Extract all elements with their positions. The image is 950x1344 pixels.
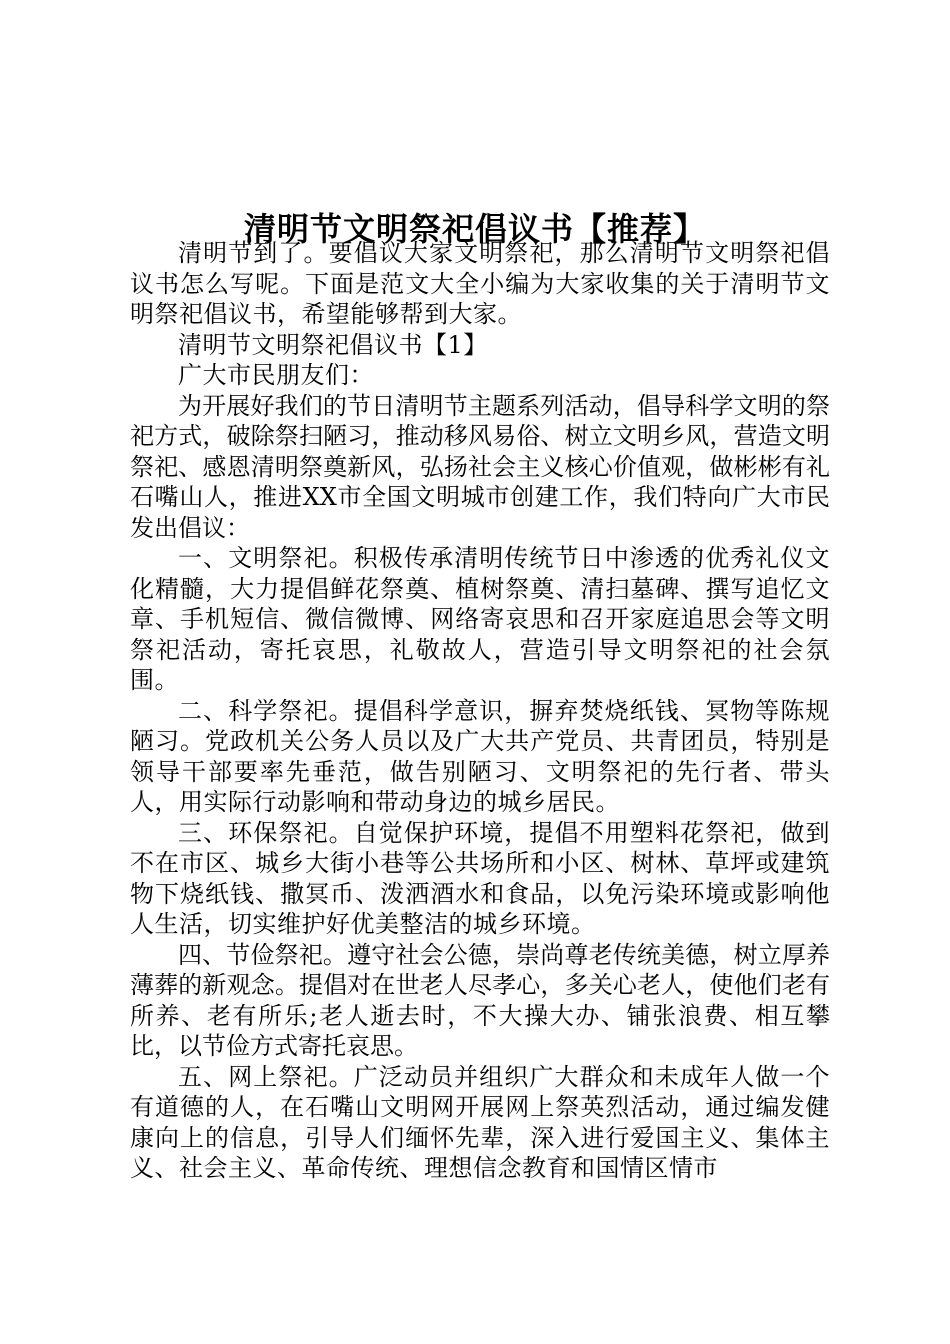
section-heading: 清明节文明祭祀倡议书【1】 <box>178 330 488 359</box>
item-scientific-sacrifice: 二、科学祭祀。提倡科学意识，摒弃焚烧纸钱、冥物等陈规陋习。党政机关公务人员以及广大共产党员、共青团员，特别是领导干部要率先垂范，做告别陋习、文明祭祀的先行者、带头人，用实际行动影响和带动身边的城乡居民。 <box>130 696 830 816</box>
item-eco-sacrifice: 三、环保祭祀。自觉保护环境，提倡不用塑料花祭祀，做到不在市区、城乡大街小巷等公共场所和小区、树林、草坪或建筑物下烧纸钱、撒冥币、泼洒酒水和食品，以免污染环境或影响他人生活，切实维护好优美整洁的城乡环境。 <box>130 818 830 938</box>
item-frugal-sacrifice: 四、节俭祭祀。遵守社会公德，崇尚尊老传统美德，树立厚养薄葬的新观念。提倡对在世老人尽孝心，多关心老人，使他们老有所养、老有所乐;老人逝去时，不大操大办、铺张浪费、相互攀比，以节俭方式寄托哀思。 <box>130 940 830 1060</box>
item-online-sacrifice: 五、网上祭祀。广泛动员并组织广大群众和未成年人做一个有道德的人，在石嘴山文明网开展网上祭英烈活动，通过编发健康向上的信息，引导人们缅怀先辈，深入进行爱国主义、集体主义、社会主义、革命传统、理想信念教育和国情区情市 <box>130 1062 830 1182</box>
proposal-intro-paragraph: 为开展好我们的节日清明节主题系列活动，倡导科学文明的祭祀方式，破除祭扫陋习，推动移风易俗、树立文明乡风，营造文明祭祀、感恩清明祭奠新风，弘扬社会主义核心价值观，做彬彬有礼石嘴山人，推进XX市全国文明城市创建工作，我们特向广大市民发出倡议： <box>130 391 830 542</box>
item-civilized-sacrifice: 一、文明祭祀。积极传承清明传统节日中渗透的优秀礼仪文化精髓，大力提倡鲜花祭奠、植树祭奠、清扫墓碑、撰写追忆文章、手机短信、微信微博、网络寄哀思和召开家庭追思会等文明祭祀活动，寄托哀思，礼敬故人，营造引导文明祭祀的社会氛围。 <box>130 544 830 694</box>
document-title: 清明节文明祭祀倡议书【推荐】 <box>243 210 706 249</box>
document-body <box>130 238 830 1184</box>
intro-paragraph: 清明节到了。要倡议大家文明祭祀，那么清明节文明祭祀倡议书怎么写呢。下面是范文大全小编为大家收集的关于清明节文明祭祀倡议书，希望能够帮到大家。 <box>130 239 830 328</box>
salutation: 广大市民朋友们： <box>178 361 374 389</box>
